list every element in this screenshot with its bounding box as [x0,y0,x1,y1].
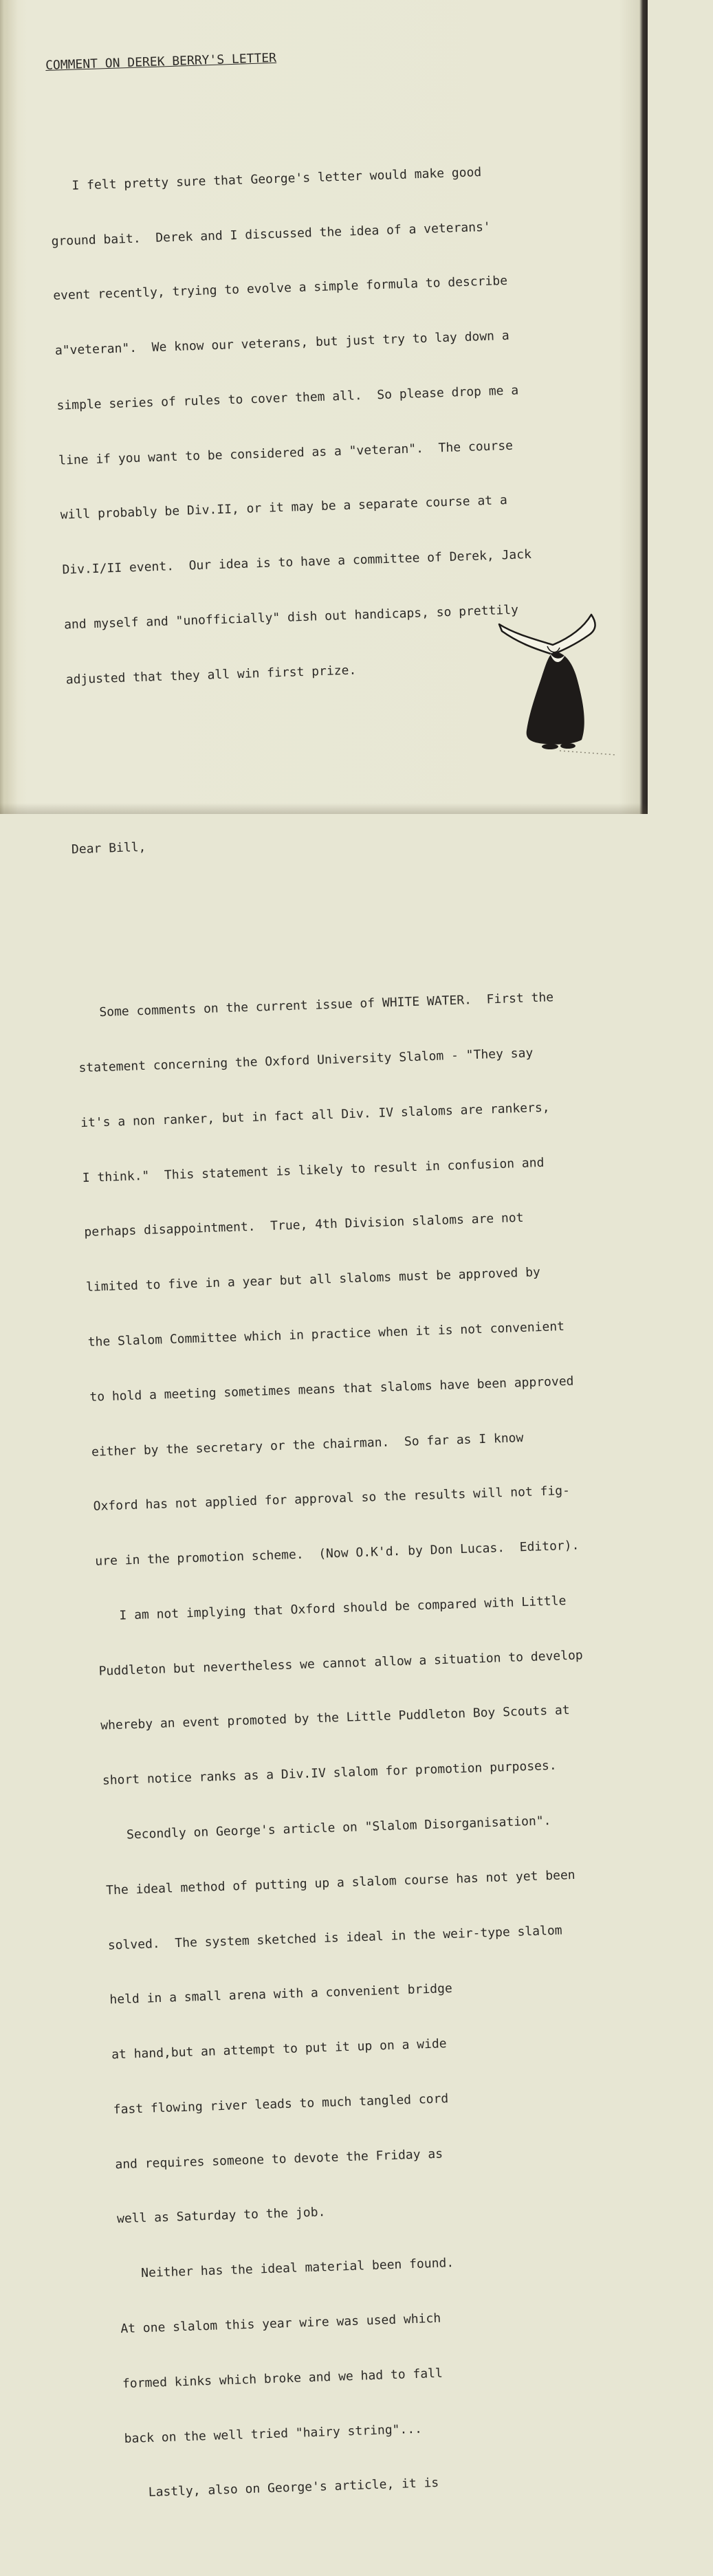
text-line: back on the well tried "hairy string"... [124,2421,423,2446]
text-line: statement concerning the Oxford University Slalom - "They say [78,1046,534,1076]
text-line: Oxford has not applied for approval so the results will not fig- [93,1484,571,1515]
page-binding-edge [0,0,18,814]
text-line: Puddleton but nevertheless we cannot allow a situation to develop [98,1647,584,1679]
text-line: the Slalom Committee which in practice when it is not convenient [87,1319,565,1350]
page-bottom-shadow [0,803,648,814]
text-line: I am not implying that Oxford should be compared with Little [96,1593,567,1624]
text-line: Div.I/II event. Our idea is to have a committee of Derek, Jack [62,547,532,577]
headdress [499,615,595,654]
text-line: short notice ranks as a Div.IV slalom for promotion purposes. [102,1758,557,1788]
habit-body [527,652,584,745]
text-line: will probably be Div.II, or it may be a separate course at a [60,493,508,523]
text-line: held in a small arena with a convenient bridge [109,1981,453,2007]
text-line: I felt pretty sure that George's letter would make good [49,164,482,194]
text-line: simple series of rules to cover them all. So please drop me a [56,383,519,413]
text-line: it's a non ranker, but in fact all Div. IV slaloms are rankers, [80,1100,550,1130]
text-line: Lastly, also on George's article, it is [125,2476,439,2501]
text-line: I think." This statement is likely to result in confusion and [82,1155,545,1185]
text-line: The ideal method of putting up a slalom course has not yet been [105,1867,575,1898]
nun-illustration [494,609,617,760]
text-line: solved. The system sketched is ideal in the weir-type slalom [107,1923,562,1953]
text-line: limited to five in a year but all slaloms must be approved by [85,1265,541,1295]
text-line: at hand,but an attempt to put it up on a wide [111,2036,447,2062]
text-line: and myself and "unofficially" dish out handicaps, so prettily [63,602,519,632]
text-line: At one slalom this year wire was used which [120,2311,441,2337]
salutation: Dear Bill, [71,839,146,857]
text-line: Neither has the ideal material been found. [118,2256,454,2282]
text-line: Secondly on George's article on "Slalom Disorganisation". [104,1813,551,1843]
text-line: formed kinks which broke and we had to fall [122,2366,443,2391]
typed-letter [44,1,713,2576]
text-line: Some comments on the current issue of WHITE WATER. First the [76,990,554,1021]
text-line: and requires someone to devote the Friday as [115,2146,443,2172]
article-heading: COMMENT ON DEREK BERRY'S LETTER [45,51,277,74]
text-line: ure in the promotion scheme. (Now O.K'd. by Don Lucas. Editor). [95,1538,580,1569]
text-line: adjusted that they all win first prize. [65,663,357,687]
text-line: either by the secretary or the chairman. So far as I know [91,1430,524,1460]
text-line: fast flowing river leads to much tangled cord [113,2091,449,2117]
text-line: whereby an event promoted by the Little Puddleton Boy Scouts at [100,1703,570,1734]
text-line: event recently, trying to evolve a simple formula to describe [52,274,508,304]
text-line: to hold a meeting sometimes means that slaloms have been approved [89,1374,574,1405]
text-line: ground bait. Derek and I discussed the idea of a veterans' [51,219,492,249]
text-line: a"veteran". We know our veterans, but just try to lay down a [54,328,509,358]
text-line: line if you want to be considered as a "veteran". The course [58,438,514,468]
letter-body [76,949,712,2540]
text-line: perhaps disappointment. True, 4th Division slaloms are not [84,1211,524,1240]
text-line: well as Saturday to the job. [116,2205,326,2227]
